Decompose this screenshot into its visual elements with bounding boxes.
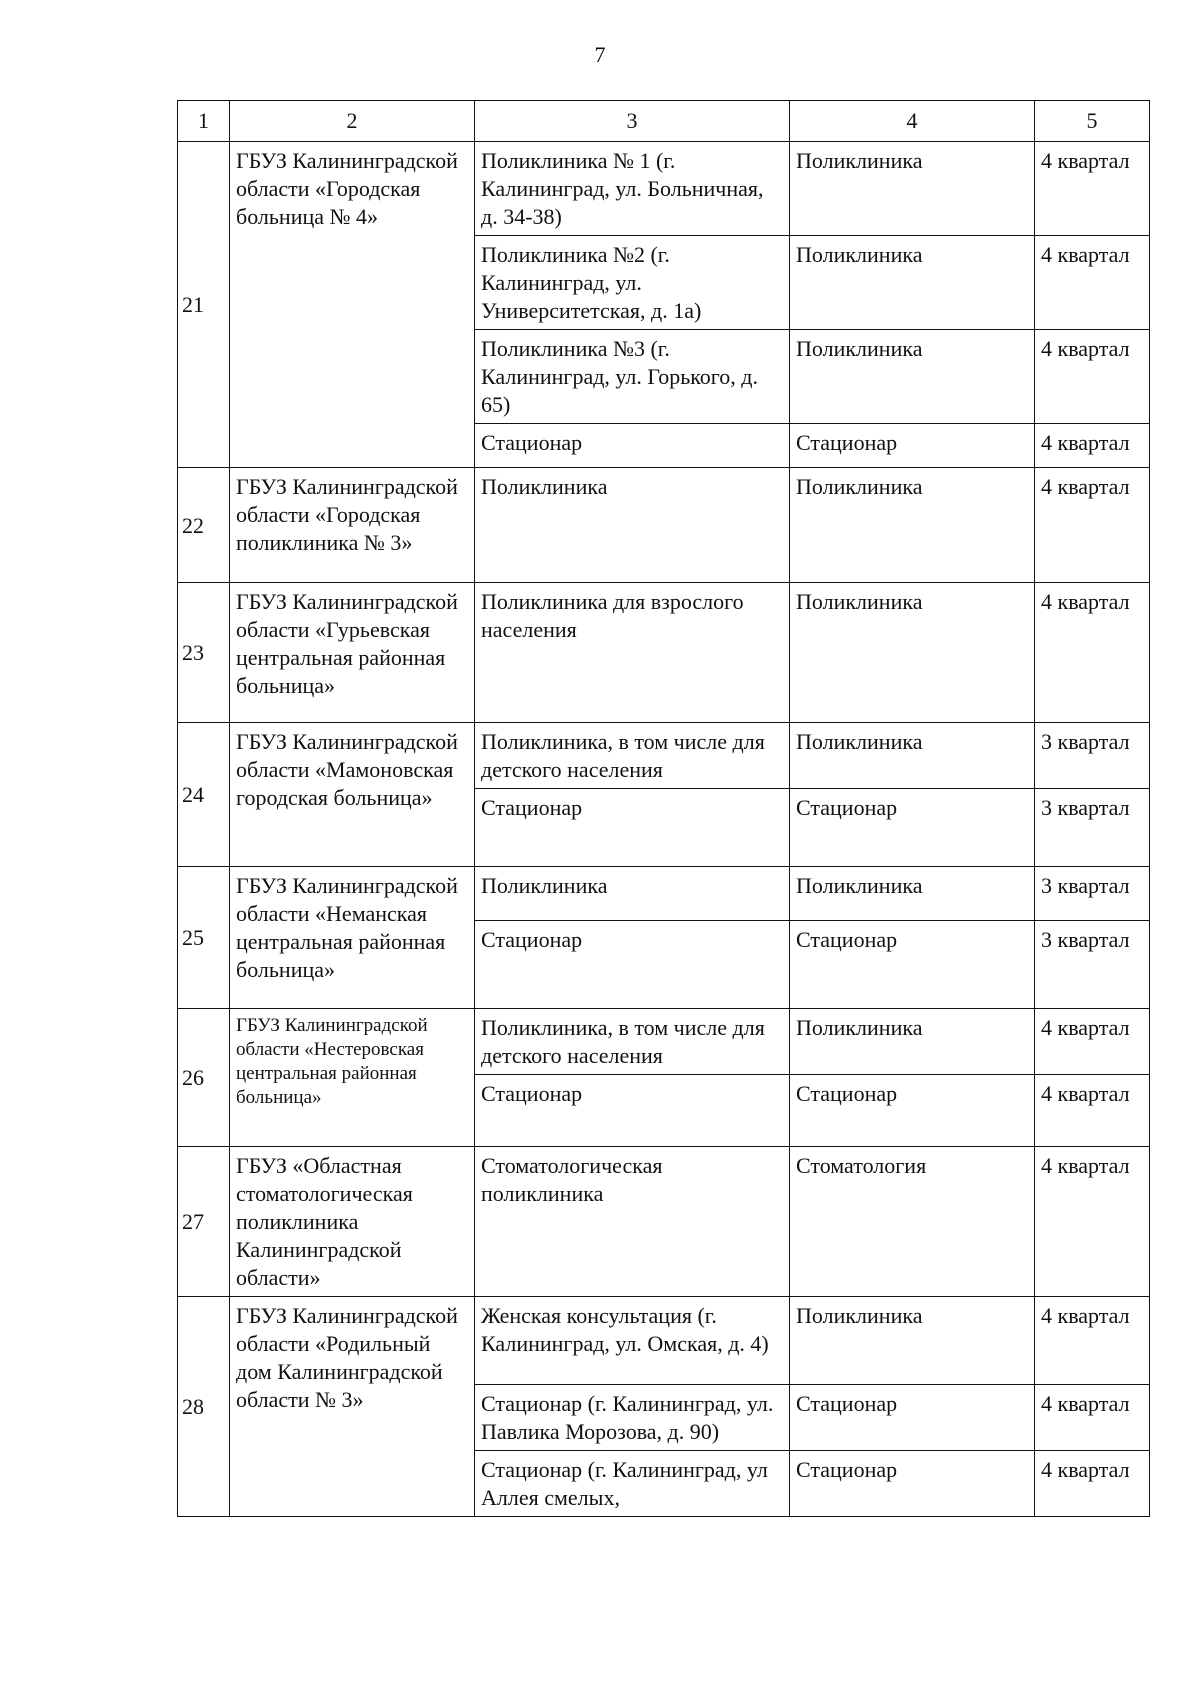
table-row	[178, 723, 1150, 789]
quarter-cell: 3 квартал	[1035, 867, 1150, 921]
facility-type-cell: Поликлиника	[790, 142, 1035, 236]
facility-type-cell: Поликлиника	[790, 330, 1035, 424]
table-row	[178, 1297, 1150, 1385]
facility-cell: Стационар (г. Калининград, ул. Павлика Морозова, д. 90)	[475, 1385, 790, 1451]
column-header: 2	[230, 101, 475, 142]
table-row	[178, 142, 1150, 236]
organization-cell: ГБУЗ Калининградской области «Нестеровская центральная районная больница»	[230, 1009, 475, 1147]
row-number-cell: 24	[178, 723, 230, 867]
organization-cell: ГБУЗ Калининградской области «Городская поликлиника № 3»	[230, 468, 475, 583]
facility-cell: Поликлиника для взрослого населения	[475, 583, 790, 723]
column-header: 4	[790, 101, 1035, 142]
quarter-cell: 4 квартал	[1035, 583, 1150, 723]
facility-cell: Стационар	[475, 1075, 790, 1147]
facility-cell: Женская консультация (г. Калининград, ул. Омская, д. 4)	[475, 1297, 790, 1385]
table-row	[178, 867, 1150, 921]
organization-cell: ГБУЗ Калининградской области «Гурьевская центральная районная больница»	[230, 583, 475, 723]
quarter-cell: 4 квартал	[1035, 1297, 1150, 1385]
quarter-cell: 3 квартал	[1035, 789, 1150, 867]
row-number-cell: 28	[178, 1297, 230, 1517]
quarter-cell: 4 квартал	[1035, 142, 1150, 236]
row-number-cell: 23	[178, 583, 230, 723]
quarter-cell: 3 квартал	[1035, 921, 1150, 1009]
quarter-cell: 4 квартал	[1035, 330, 1150, 424]
facility-cell: Поликлиника	[475, 468, 790, 583]
row-number-cell: 26	[178, 1009, 230, 1147]
facility-type-cell: Стационар	[790, 1451, 1035, 1517]
facility-type-cell: Поликлиника	[790, 468, 1035, 583]
facility-type-cell: Стоматология	[790, 1147, 1035, 1297]
facility-cell: Поликлиника, в том числе для детского населения	[475, 1009, 790, 1075]
facility-type-cell: Поликлиника	[790, 236, 1035, 330]
quarter-cell: 4 квартал	[1035, 468, 1150, 583]
table-header-row	[178, 101, 1150, 142]
organization-cell: ГБУЗ Калининградской области «Городская больница № 4»	[230, 142, 475, 468]
column-header: 1	[178, 101, 230, 142]
facility-cell: Поликлиника, в том числе для детского населения	[475, 723, 790, 789]
facility-type-cell: Стационар	[790, 921, 1035, 1009]
quarter-cell: 3 квартал	[1035, 723, 1150, 789]
column-header: 5	[1035, 101, 1150, 142]
facility-cell: Стационар (г. Калининград, ул Аллея смелых,	[475, 1451, 790, 1517]
facility-cell: Поликлиника №2 (г. Калининград, ул. Университетская, д. 1а)	[475, 236, 790, 330]
facility-cell: Стационар	[475, 789, 790, 867]
facility-cell: Поликлиника № 1 (г. Калининград, ул. Больничная, д. 34-38)	[475, 142, 790, 236]
quarter-cell: 4 квартал	[1035, 1075, 1150, 1147]
quarter-cell: 4 квартал	[1035, 1009, 1150, 1075]
facility-type-cell: Поликлиника	[790, 867, 1035, 921]
row-number-cell: 27	[178, 1147, 230, 1297]
facility-type-cell: Стационар	[790, 1385, 1035, 1451]
row-number-cell: 25	[178, 867, 230, 1009]
organization-cell: ГБУЗ Калининградской области «Родильный дом Калининградской области № 3»	[230, 1297, 475, 1517]
facility-type-cell: Поликлиника	[790, 1297, 1035, 1385]
facility-type-cell: Поликлиника	[790, 723, 1035, 789]
table-row	[178, 583, 1150, 723]
column-header: 3	[475, 101, 790, 142]
quarter-cell: 4 квартал	[1035, 1385, 1150, 1451]
facility-cell: Поликлиника №3 (г. Калининград, ул. Горького, д. 65)	[475, 330, 790, 424]
table-row	[178, 1147, 1150, 1297]
organization-cell: ГБУЗ Калининградской области «Неманская центральная районная больница»	[230, 867, 475, 1009]
quarter-cell: 4 квартал	[1035, 424, 1150, 468]
quarter-cell: 4 квартал	[1035, 1147, 1150, 1297]
quarter-cell: 4 квартал	[1035, 1451, 1150, 1517]
table-row	[178, 468, 1150, 583]
organization-cell: ГБУЗ Калининградской области «Мамоновская городская больница»	[230, 723, 475, 867]
facility-cell: Поликлиника	[475, 867, 790, 921]
quarter-cell: 4 квартал	[1035, 236, 1150, 330]
facility-type-cell: Стационар	[790, 424, 1035, 468]
facility-type-cell: Стационар	[790, 789, 1035, 867]
facility-type-cell: Поликлиника	[790, 583, 1035, 723]
facility-cell: Стационар	[475, 424, 790, 468]
facility-type-cell: Поликлиника	[790, 1009, 1035, 1075]
organization-cell: ГБУЗ «Областная стоматологическая поликлиника Калининградской области»	[230, 1147, 475, 1297]
page-number: 7	[594, 42, 606, 67]
facility-cell: Стационар	[475, 921, 790, 1009]
facility-cell: Стоматологическая поликлиника	[475, 1147, 790, 1297]
row-number-cell: 21	[178, 142, 230, 468]
row-number-cell: 22	[178, 468, 230, 583]
facilities-table	[177, 100, 1150, 1517]
facility-type-cell: Стационар	[790, 1075, 1035, 1147]
table-row	[178, 1009, 1150, 1075]
